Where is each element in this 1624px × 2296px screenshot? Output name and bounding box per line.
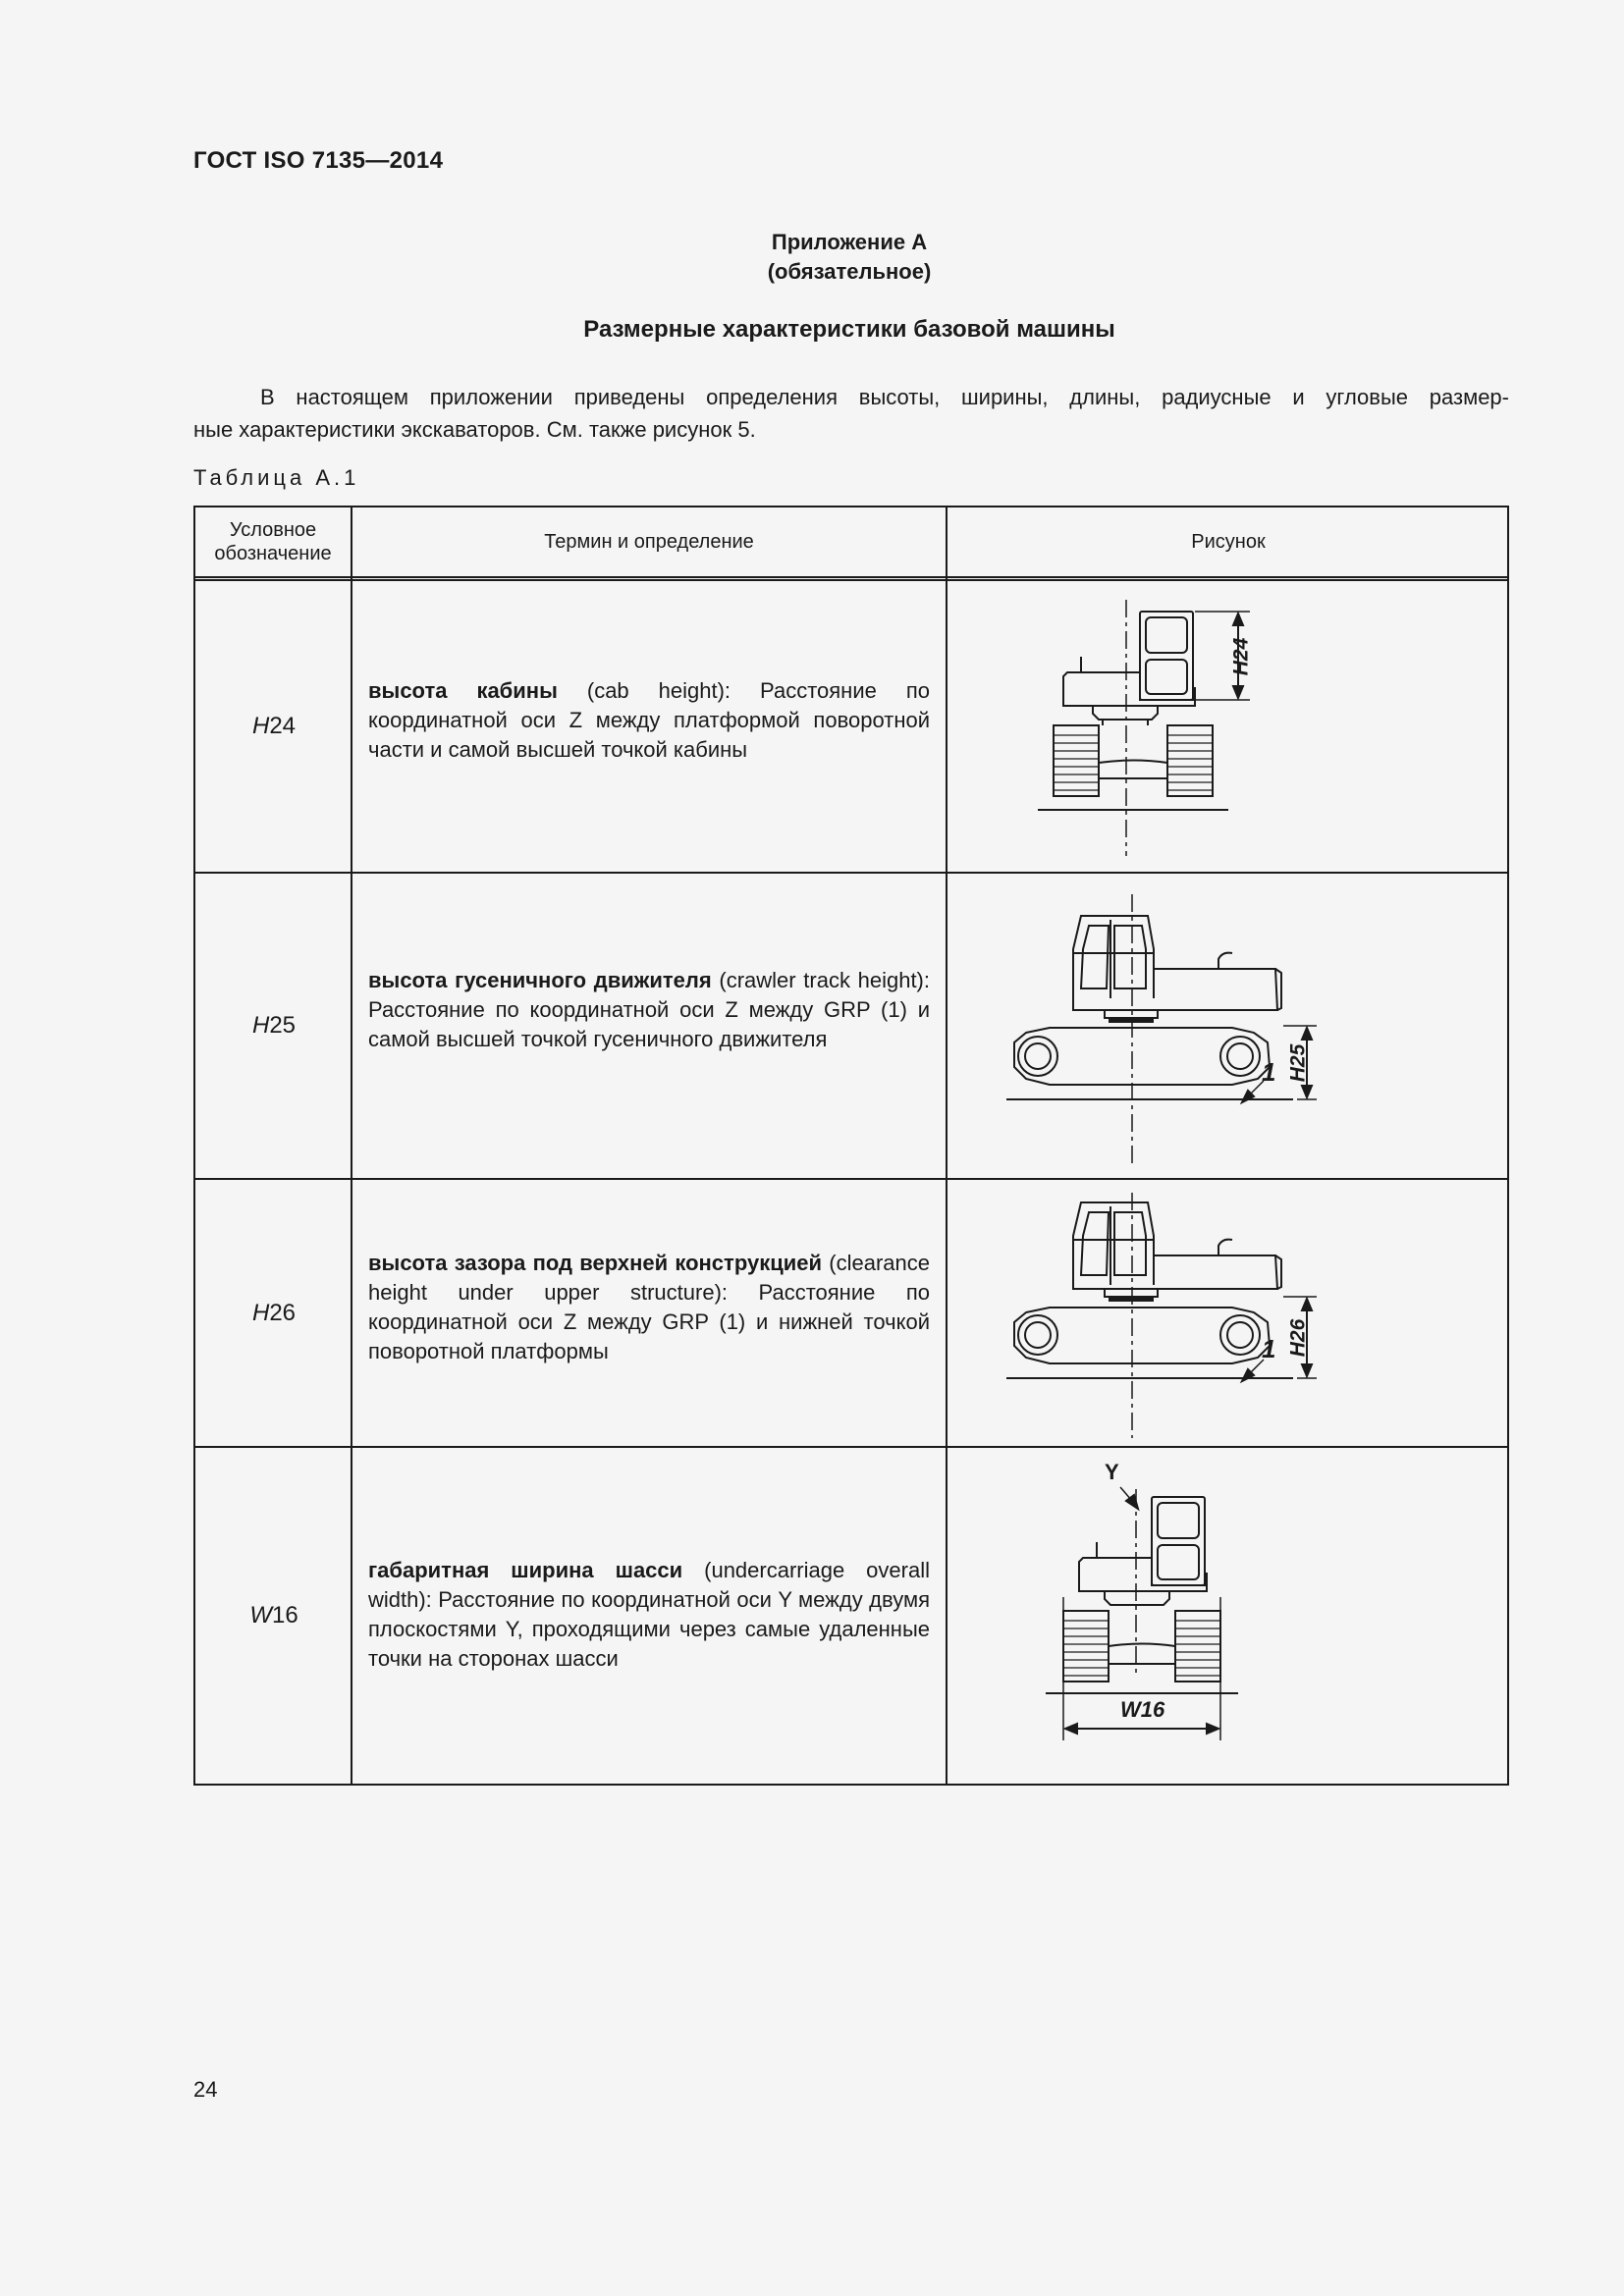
figure-callout-grp: 1	[1262, 1334, 1276, 1363]
figure-plane-label: Y	[1105, 1460, 1119, 1484]
annex-status: (обязательное)	[767, 259, 932, 284]
symbol-number: 16	[271, 1602, 298, 1629]
page-number: 24	[193, 2077, 218, 2102]
figure-cab-height	[951, 586, 1509, 871]
figure-dimension-label: H24	[1229, 637, 1253, 676]
term-definition: (crawler track height): Расстояние по координатной оси Z между GRP (1) и самой высшей точкой гусеничного движителя	[368, 968, 930, 1051]
symbol-number: 26	[269, 1299, 297, 1326]
figure-dimension-label: W16	[1120, 1697, 1165, 1722]
section-title: Размерные характеристики базовой машины	[583, 316, 1115, 343]
term-definition: (cab height): Расстояние по координатной оси Z между платформой поворотной части и самой высшей точкой кабины	[368, 678, 930, 762]
table-row-divider	[195, 1178, 1507, 1180]
figure-undercarriage-width	[951, 1450, 1509, 1780]
term-name: высота гусеничного движителя	[368, 968, 712, 992]
symbol-letter: H	[251, 1012, 270, 1039]
table-row-symbol	[195, 581, 352, 872]
intro-line-1: В настоящем приложении приведены определения высоты, ширины, длины, радиусные и угловые размер-	[260, 385, 1509, 409]
table-row-divider	[195, 872, 1507, 874]
figure-clearance-height	[951, 1187, 1509, 1444]
figure-dimension-label: H26	[1286, 1318, 1310, 1358]
table-column-divider	[946, 507, 947, 1784]
term-name: высота кабины	[368, 678, 558, 703]
dimensions-table	[193, 506, 1509, 1786]
table-row-divider	[195, 1446, 1507, 1448]
symbol-letter: W	[249, 1602, 272, 1629]
symbol-letter: H	[251, 1299, 270, 1326]
figure-dimension-label: H25	[1286, 1043, 1310, 1083]
table-caption: Таблица А.1	[193, 465, 360, 490]
term-name: высота зазора под верхней конструкцией	[368, 1251, 823, 1275]
term-name: габаритная ширина шасси	[368, 1558, 683, 1582]
term-definition: (undercarriage overall width): Расстояние по координатной оси Y между двумя плоскостями Y, проходящими через самые удаленные точки на сторонах шасси	[368, 1558, 930, 1671]
term-definition: (clearance height under upper structure): Расстояние по координатной оси Z между GRP (1) и нижней точкой поворотной платформы	[368, 1251, 930, 1363]
figure-crawler-height	[951, 881, 1509, 1175]
annex-title-block	[0, 228, 1624, 287]
symbol-letter: H	[251, 713, 270, 739]
intro-line-2: ные характеристики экскаваторов. См. также рисунок 5.	[193, 417, 756, 442]
symbol-number: 24	[269, 713, 297, 739]
column-header-symbol: Условное обозначение	[214, 519, 332, 564]
table-row-term	[368, 676, 930, 765]
table-row-term	[368, 1249, 930, 1366]
table-row-symbol	[195, 1180, 352, 1446]
annex-title: Приложение А	[771, 230, 928, 254]
table-row-symbol	[195, 874, 352, 1178]
table-row-term	[368, 1556, 930, 1674]
table-header-divider	[195, 576, 1507, 581]
document-header: ГОСТ ISO 7135—2014	[193, 147, 444, 174]
column-header-figure: Рисунок	[1191, 531, 1266, 553]
table-row-symbol	[195, 1448, 352, 1784]
figure-callout-grp: 1	[1262, 1057, 1276, 1087]
column-header-term: Термин и определение	[544, 531, 754, 553]
table-row-term	[368, 966, 930, 1054]
symbol-number: 25	[269, 1012, 297, 1039]
intro-paragraph	[193, 381, 1509, 446]
